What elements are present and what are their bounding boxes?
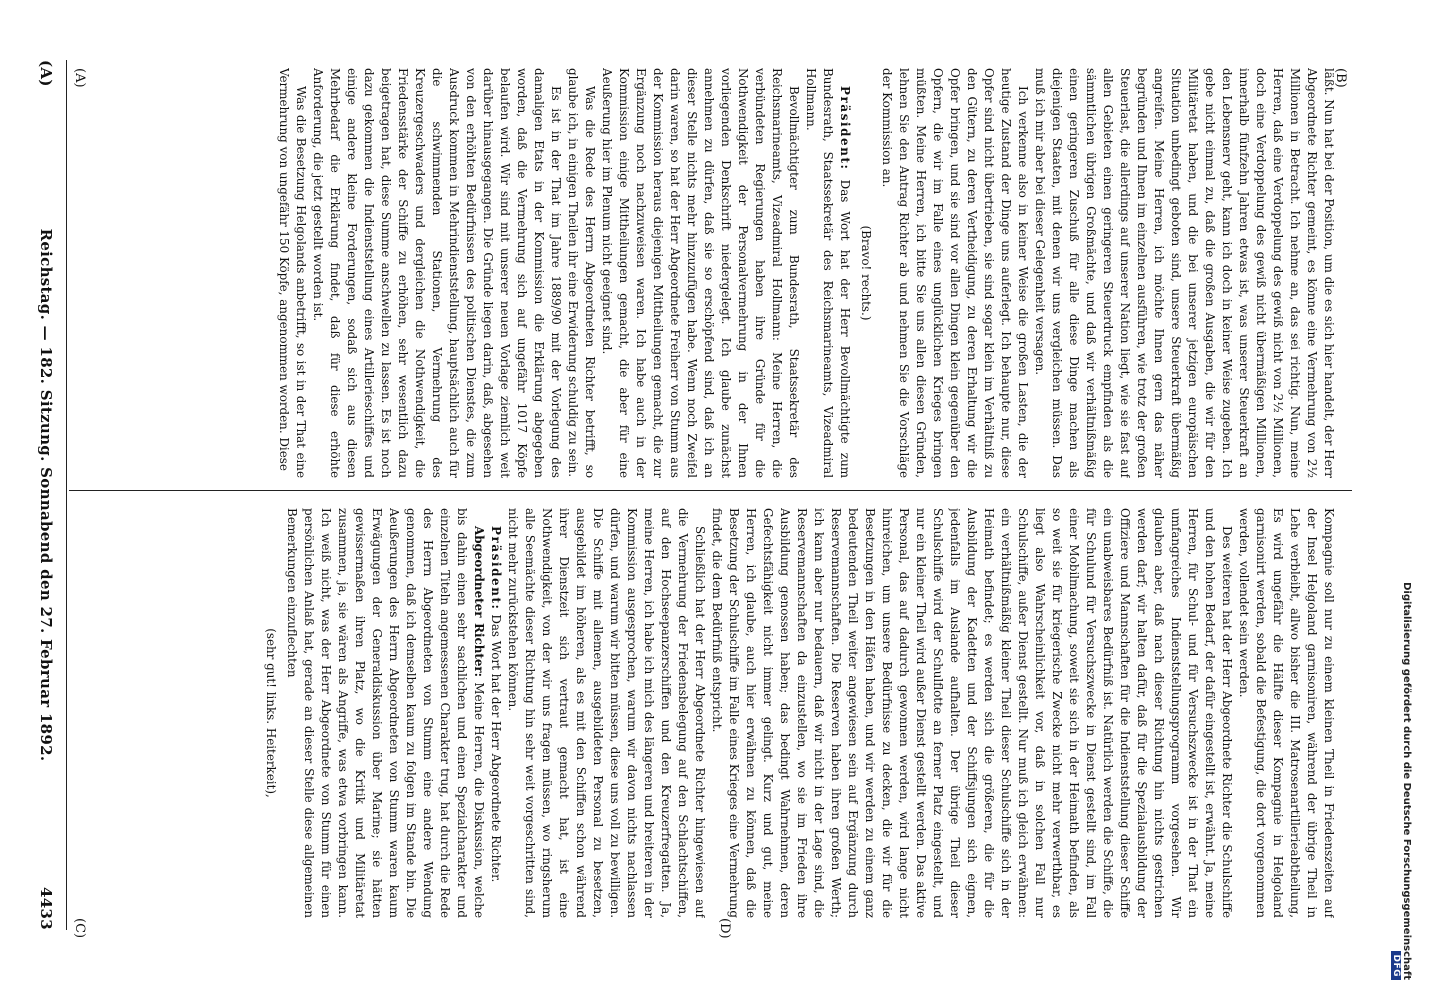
paragraph: Des weiteren hat der Herr Abgeordnete Richter die Schulschiffe und den hohen Bedarf, der dafür eingestellt ist, erwähnt. Ja, meine Herren, für Schul- und für Versuchszwecke ist in der That ein umfangreiches Indienststellungsprogramm vorgesehen. Wir glauben aber, daß nach dieser Richtung hin nichts gestrichen werden darf; wir halten dafür, daß für die Spezialausbildung der Offiziere und Mannschaften für die Indienststellung dieser Schiffe ein unabweisbares Bedürfniß ist. Natürlich werden die Schiffe, die für Schulund für Versuchszwecke in Dienst gestellt sind, im Fall einer Mobilmachung, soweit sie sich in der Heimath befinden, als so weit sie für kriegerische Zwecke nicht mehr verwerthbar, es liegt also Wahrscheinlichkeit vor, daß in solchen Fall nur Schulschiffe, außer Dienst gestellt. Nur muß ich gleich erwähnen: ein verhältnißmäßig kleiner Theil dieser Schulschiffe sich in der Heimath befindet; es werden sich die größeren, die für die Ausbildung der Kadetten und der Schiffsjungen sich eignen, jedenfalls im Auslande aufhalten. Der übrige Theil dieser Schulschiffe wird der Schulflotte an ferner Platz eingestellt, und nur ein kleiner Theil wird außer Dienst gestellt werden. Das aktive Personal, das auf dadurch gewonnen werden, wird lange nicht hinreichen, um unsere Bedürfnisse zu decken, die wir für die Besetzungen in den Häfen haben, und wir werden zu einem ganz bedeutenden Theil weiter angewiesen sein auf Ergänzung durch Reservemannschaften. Die Reserven haben ihren großen Werth; ich kann aber nur bedauern, daß wir nicht in der Lage sind, die Reservemannschaften da einzustellen, wo sie im Frieden ihre Ausbildung genossen haben; das bedingt Wahrnehmen, deren Gefechtsfähigkeit nicht immer gelingt. Kurz und gut, meine Herren, ich glaube, auch hier erwähnen zu können, daß die Besetzung der Schulschiffe im Falle eines Krieges eine Vermehrung findet, die dem Bedürfniß entspricht.	[710, 508, 1234, 918]
speaker-paragraph	[598, 68, 802, 478]
paragraph: Was die Besetzung Helgolands anbetrifft, so ist in der That eine Vermehrung von ungefähr 150 Köpfe, angenommen worden. Diese	[277, 68, 308, 478]
right-text-column	[75, 508, 1337, 918]
left-text-column	[75, 68, 1337, 478]
speaker-text: Das Wort hat der Herr Bevollmächtigte zum Bundesrath, Staatssekretär des Reichsmarineamts, Vizeadmiral Hollmann.	[804, 68, 852, 478]
speaker-paragraph	[487, 508, 504, 918]
paragraph: Kompagnie soll nur zu einem kleinen Theil in Friedenszeiten auf der Insel Helgoland garnisoniren, während der übrige Theil in Lehe verbleibt, allwo bisher die III. Matrosenartillerieabtheilung, Es wird ungefähr die Hälfte dieser Kompagnie in Helgoland garnisonirt werden, sobald die Befestigung, die dort vorgenommen werden, vollendet sein werden.	[1237, 508, 1336, 918]
margin-marker-d: (D)	[717, 918, 732, 939]
margin-marker-a: (A)	[72, 68, 87, 88]
speech-text: Meine Herren, die Diskussion, welche bis dahin einen sehr sachlichen und einen Spezialcharakter und einzelnen Titeln angemessenen Charakter trug, hat durch die Rede des Herrn Abgeordneten von Stumm eine andere Wendung genommen, daß ich demselben kaum zu folgen im Stande bin. Die Aeußerungen des Herrn Abgeordneten von Stumm waren kaum Erwägungen der Generaldiskussion über Marine; sie hätten gewissermaßen ihren Platz, wo die Kritik und Militäretat zusammen, ja, sie wären als Angriffe, was etwa vorbringen kann. Ich weiß nicht, was der Herr Abgeordnete von Stumm für einen persönlichen Anlaß hat, gerade an dieser Stelle diese allgemeinen Bemerkungen einzuflechten	[285, 508, 486, 918]
paragraph: Ich verkenne also in keiner Weise die großen Lasten, die der heutige Zustand der Dinge uns auferlegt. Ich behaupte nur, diese Opfer sind nicht übertrieben, sie sind sogar klein im Verhältniß zu den Gütern, zu deren Vertheidigung, zu deren Erhaltung wir die Opfer bringen, und sie sind vor allen Dingen klein gegenüber den Opfern, die wir im Falle eines unglücklichen Krieges bringen müßten. Meine Herren, ich bitte Sie uns allen diesen Gründen, lehnen Sie den Antrag Richter ab und nehmen Sie die Vorschläge der Kommission an.	[880, 68, 1030, 478]
dfg-logo: DFG	[1391, 951, 1401, 980]
speaker-paragraph	[283, 508, 487, 918]
digitization-credit	[1391, 560, 1412, 980]
speaker-title: Abgeordneter Richter:	[472, 526, 486, 678]
applause-note: (Bravo! rechts.)	[859, 225, 873, 321]
paragraph: Schließlich hat der Herr Abgeordnete Richter hingewiesen auf die Vermehrung der Friedensbelegung auf den Schlachtschiffen, auf den Hochseepanzerschiffen und den Kreuzerfregatten. Ja, meine Herren, ich habe ich mich des längeren und breiteren in der Kommission ausgesprochen, warum wir davon nichts nachlassen dürfen, und warum wir bitten müssen, diese uns voll zu bewilligen. Die Schiffe mit allemen, ausgebildeten Personal zu besetzen, ausgebildet im höheren, als es mit den Schiffen schon während ihrer Dienstzeit sich vertraut gemacht hat, ist eine Nothwendigkeit, von der wir uns fragen müssen, wo ringsherum alle Seemächte dieser Richtung hin sehr weit vorgeschritten sind, nicht mehr zurückstehen können.	[506, 508, 707, 918]
margin-marker-c: (C)	[72, 918, 87, 939]
paragraph: Es ist in der That im Jahre 1889/90 mit der Vorlegung des damaligen Etats in der Kommission die Erklärung abgegeben worden, daß die Vermehrung sich auf ungefähr 1017 Köpfe belaufen wird. Wir sind mit unserer neuen Vorlage ziemlich weit darüber hinausgegangen. Die Gründe liegen darin, daß, abgesehen von den erhöhten Bedürfnissen des politischen Dienstes, die zum Ausdruck kommen in Mehrindienststellung, hauptsächlich auch für die schwimmenden Stationen, Vermehrung des Kreuzergeschwaders und dergleichen die Nothwendigkeit, die Friedensstärke der Schiffe zu erhöhen, sehr wesentlich dazu beigetragen hat, diese Summe anschwellen zu lassen. Es ist noch dazu gekommen die Indienststellung eines Artillerieschiffes und einige andere kleine Forderungen, sodaß sich aus diesen Mehrbedarf die Erklärung findet, daß für diese erhöhte Anforderung, die jetzt gestellt worden ist.	[311, 68, 563, 478]
speaker-name: Präsident:	[838, 86, 852, 171]
speaker-paragraph	[802, 68, 853, 478]
header-rule	[66, 60, 67, 930]
paragraph: läßt. Nun hat bei der Position, um die es sich hier handelt, der Herr Abgeordnete Richter gemeint, es könne eine Vermehrung von 2½ Millionen in Betracht. Ich nehme an, das sei richtig. Nun, meine Herren, daß eine Verdoppelung des gewiß nicht von 2½ Millionen, doch eine Verdoppelung des gewiß nicht übermäßigen Millionen, innerhalb fünfzehn Jahren etwas ist, was unserer Steuerkraft an den Lebensnerv geht, kann ich doch in keiner Weise zugeben. Ich gebe nicht einmal zu, daß die großen Ausgaben, die wir für den Militäretat haben, und die bei unserer jetzigen europäischen Situation unbedingt geboten sind, unsere Steuerkraft übermäßig angreifen. Meine Herren, ich möchte Ihnen gern das näher begründen und Ihnen im einzelnen ausführen, wie trotz der großen Steuerlast, die allerdings auf unserer Nation liegt, wie sie fast auf allen Gebieten einen geringeren Steuerdruck empfinden als die sämmtlichen übrigen Großmächte, und daß wir verhältnißmäßig einen geringeren Zuschuß für alle diese Dinge machen als diejenigen Staaten, mit denen wir uns vergleichen müssen. Das muß ich mir aber bei dieser Gelegenheit versagen.	[1033, 68, 1336, 478]
speaker-title: Bevollmächtigter zum Bundesrath, Staatssekretär des Reichsmarineamts, Vizeadmiral Hollmann:	[770, 68, 801, 478]
credit-text: Digitalisierung gefördert durch die Deutsche Forschungsgemeinschaft	[1401, 582, 1412, 980]
margin-marker-b: (B)	[1333, 68, 1348, 88]
page-header	[29, 60, 59, 930]
paragraph: Was die Rede des Herrn Abgeordneten Richter betrifft, so glaube ich, in einigen Theilen ihr eine Erwiderung schuldig zu sein.	[566, 68, 597, 478]
speaker-name: Präsident:	[489, 526, 503, 611]
applause-note: (sehr gut! links. Heiterkeit),	[264, 628, 278, 798]
page-number: 4433	[37, 887, 55, 930]
speaker-text: Das Wort hat der Herr Abgeordnete Richter.	[489, 614, 503, 883]
page-header-title: Reichstag. — 182. Sitzung. Sonnabend den 27. Februar 1892.	[37, 228, 55, 762]
column-divider	[69, 490, 1352, 491]
speech-text: Meine Herren, die verbündeten Regierungen haben ihre Gründe für die Nothwendigkeit der Personalvermehrung in der Ihnen vorliegenden Denkschrift niedergelegt. Ich glaube zunächst annehmen zu dürfen, daß sie so erschöpfend sind, daß ich an dieser Stelle nichts mehr hinzuzufügen habe. Wenn noch Zweifel darin waren, so hat der Herr Abgeordnete Freiherr von Stumm aus der Kommission heraus diejenigen Mittheilungen gemacht, die zur Ergänzung noch nachzuweisen waren. Ich habe auch in der Kommission einige Mittheilungen gemacht, die aber für eine Aeußerung hier im Plenum nicht geeignet sind.	[600, 68, 784, 478]
left-page-marker: (A)	[37, 60, 55, 87]
